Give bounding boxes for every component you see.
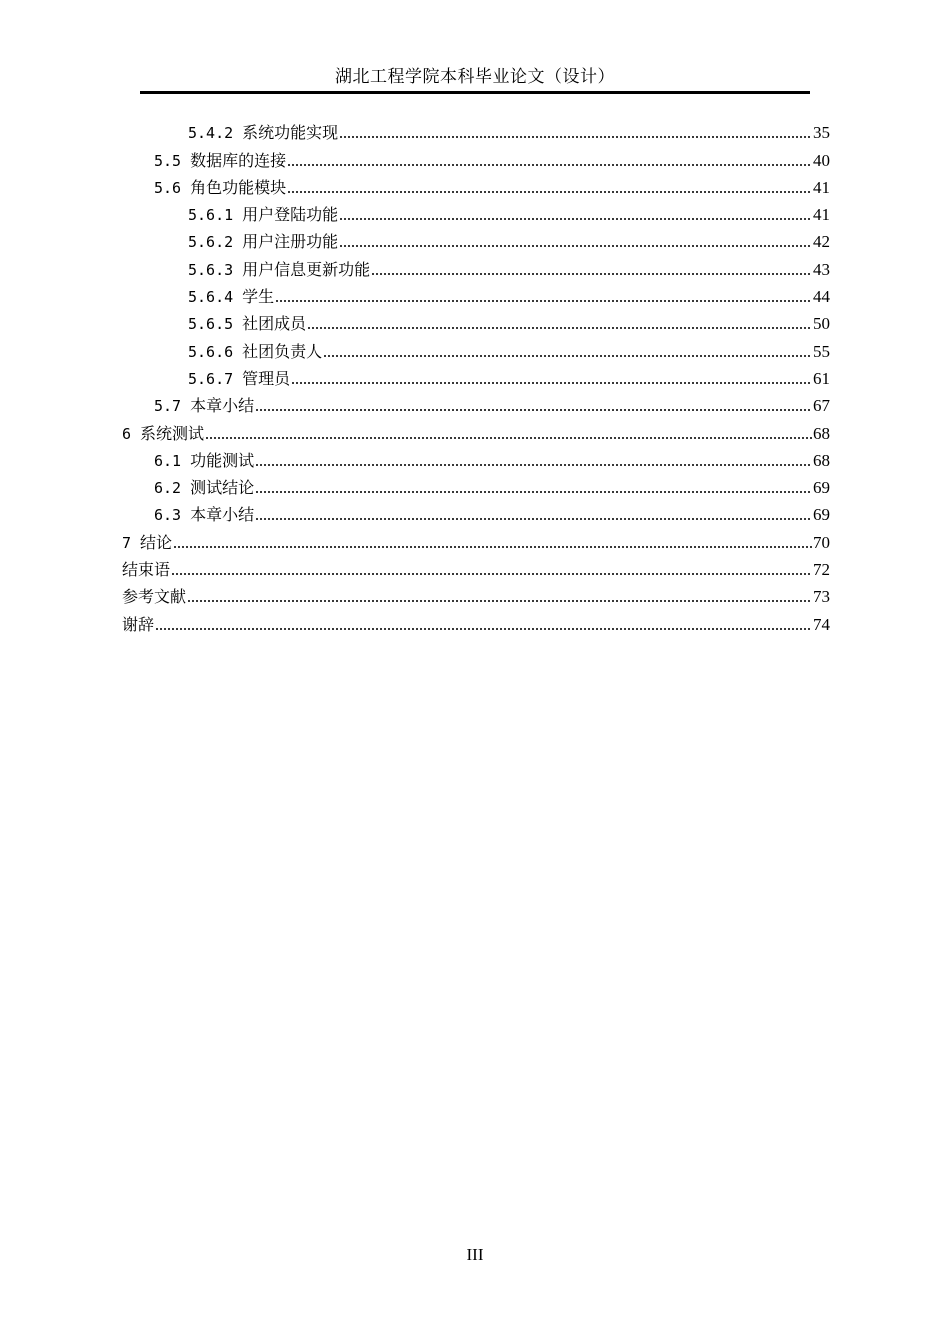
page-number: III [466,1245,484,1264]
toc-entry-title: 系统测试 [140,423,205,443]
toc-entry[interactable] [122,472,830,499]
toc-dot-leader [255,463,812,467]
toc-entry-title: 社团负责人 [242,341,323,361]
toc-entry[interactable] [122,417,830,444]
toc-entry[interactable] [122,199,830,226]
toc-entry-number: 5.6.4 [188,288,234,307]
toc-entry-page: 72 [813,560,830,580]
toc-entry-number: 6 [122,424,132,443]
page-header [140,62,810,94]
toc-entry[interactable] [122,281,830,308]
toc-entry-page: 50 [813,314,830,334]
toc-entry-title: 系统功能实现 [242,123,339,143]
toc-entry[interactable] [122,226,830,253]
toc-dot-leader [255,490,812,494]
toc-entry-page: 40 [813,150,830,170]
toc-dot-leader [307,326,812,330]
table-of-contents [122,117,830,636]
toc-entry-page: 42 [813,232,830,252]
toc-entry-page: 41 [813,205,830,225]
toc-entry-page: 69 [813,478,830,498]
toc-entry-title: 结论 [140,532,173,552]
toc-entry-title: 用户信息更新功能 [242,259,371,279]
toc-entry-number: 6.3 [154,506,182,525]
toc-entry[interactable] [122,335,830,362]
toc-entry[interactable] [122,117,830,144]
toc-entry-title: 用户注册功能 [242,232,339,252]
toc-entry-title: 用户登陆功能 [242,205,339,225]
toc-entry[interactable] [122,499,830,526]
toc-dot-leader [275,299,812,303]
toc-entry-number: 5.5 [154,151,182,170]
toc-entry-number: 6.2 [154,479,182,498]
toc-entry[interactable] [122,390,830,417]
toc-dot-leader [187,599,812,603]
toc-entry-title: 数据库的连接 [190,150,287,170]
toc-entry[interactable] [122,172,830,199]
toc-dot-leader [339,244,812,248]
toc-entry-page: 68 [813,450,830,470]
toc-entry-page: 68 [813,423,830,443]
toc-entry-page: 70 [813,532,830,552]
toc-dot-leader [205,436,812,440]
toc-dot-leader [287,190,812,194]
toc-entry-number: 5.6.3 [188,260,234,279]
toc-entry-title: 参考文献 [122,587,187,607]
toc-entry-page: 43 [813,259,830,279]
toc-entry-title: 管理员 [242,368,291,388]
toc-entry-title: 角色功能模块 [190,177,287,197]
toc-entry-number: 5.7 [154,397,182,416]
toc-entry-number: 7 [122,533,132,552]
page-header-title: 湖北工程学院本科毕业论文（设计） [335,67,615,87]
toc-entry-title: 谢辞 [122,614,155,634]
toc-entry-number: 6.1 [154,451,182,470]
toc-entry-number: 5.6.5 [188,315,234,334]
toc-entry[interactable] [122,308,830,335]
toc-entry-page: 73 [813,587,830,607]
toc-dot-leader [255,408,812,412]
toc-entry-number: 5.4.2 [188,124,234,143]
toc-dot-leader [339,135,812,139]
toc-entry-number: 5.6.1 [188,206,234,225]
toc-dot-leader [291,381,812,385]
toc-entry[interactable] [122,526,830,553]
toc-entry-title: 学生 [242,287,275,307]
toc-dot-leader [171,572,812,576]
toc-entry[interactable] [122,144,830,171]
toc-entry-number: 5.6.2 [188,233,234,252]
toc-dot-leader [173,545,812,549]
toc-entry-page: 55 [813,341,830,361]
toc-dot-leader [287,163,812,167]
toc-dot-leader [371,272,812,276]
toc-entry[interactable] [122,608,830,635]
toc-entry-number: 5.6.6 [188,342,234,361]
toc-entry-page: 41 [813,177,830,197]
toc-entry-number: 5.6.7 [188,369,234,388]
toc-dot-leader [323,354,812,358]
toc-entry-page: 44 [813,287,830,307]
toc-entry-title: 结束语 [122,560,171,580]
toc-entry-title: 功能测试 [190,450,255,470]
toc-entry[interactable] [122,554,830,581]
toc-entry[interactable] [122,581,830,608]
toc-entry-page: 61 [813,368,830,388]
toc-dot-leader [255,517,812,521]
toc-entry-page: 69 [813,505,830,525]
toc-entry-title: 本章小结 [190,396,255,416]
toc-entry-page: 74 [813,614,830,634]
toc-entry[interactable] [122,253,830,280]
toc-entry[interactable] [122,445,830,472]
toc-entry-title: 本章小结 [190,505,255,525]
toc-entry-title: 测试结论 [190,478,255,498]
toc-dot-leader [339,217,812,221]
toc-entry-number: 5.6 [154,178,182,197]
toc-dot-leader [155,627,812,631]
toc-entry[interactable] [122,363,830,390]
toc-entry-title: 社团成员 [242,314,307,334]
toc-entry-page: 35 [813,123,830,143]
toc-entry-page: 67 [813,396,830,416]
